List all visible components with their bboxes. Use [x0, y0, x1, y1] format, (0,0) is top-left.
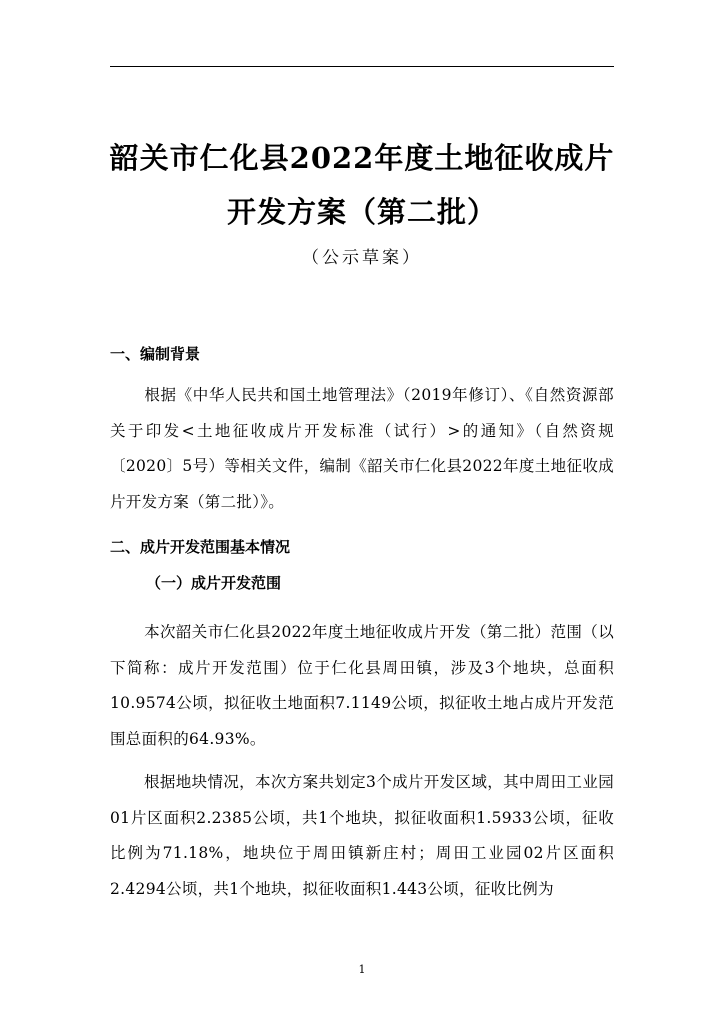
subsection-heading-scope: （一）成片开发范围 [146, 574, 282, 592]
document-title-line-1: 韶关市仁化县2022年度土地征收成片 [109, 141, 615, 175]
paragraph-scope-overview [110, 615, 614, 757]
section-heading-scope: 二、成片开发范围基本情况 [110, 538, 291, 556]
paragraph-background-text: 根据《中华人民共和国土地管理法》（2019年修订）、《自然资源部关于印发<土地征收成片开发标准（试行）>的通知》（自然资规〔2020〕5号）等相关文件，编制《韶关市仁化县2022年度土地征收成片开发方案（第二批）》。 [110, 386, 614, 511]
page-number: 1 [358, 963, 366, 976]
header-rule [110, 66, 614, 67]
document-title-line-2: 开发方案（第二批） [226, 195, 497, 229]
paragraph-scope-areas-text: 根据地块情况，本次方案共划定3个成片开发区域，其中周田工业园01片区面积2.2385公顷，共1个地块，拟征收面积1.5933公顷，征收比例为71.18%，地块位于周田镇新庄村；周田工业园02片区面积2.4294公顷，共1个地块，拟征收面积1.443公顷，征收比例为 [110, 773, 614, 898]
paragraph-scope-overview-text: 本次韶关市仁化县2022年度土地征收成片开发（第二批）范围（以下简称：成片开发范围）位于仁化县周田镇，涉及3个地块，总面积10.9574公顷，拟征收土地面积7.1149公顷，拟征收土地占成片开发范围总面积的64.93%。 [110, 623, 614, 748]
paragraph-scope-areas [110, 765, 614, 907]
section-heading-background: 一、编制背景 [110, 345, 201, 363]
paragraph-background [110, 378, 614, 520]
document-subtitle: （公示草案） [302, 248, 422, 268]
